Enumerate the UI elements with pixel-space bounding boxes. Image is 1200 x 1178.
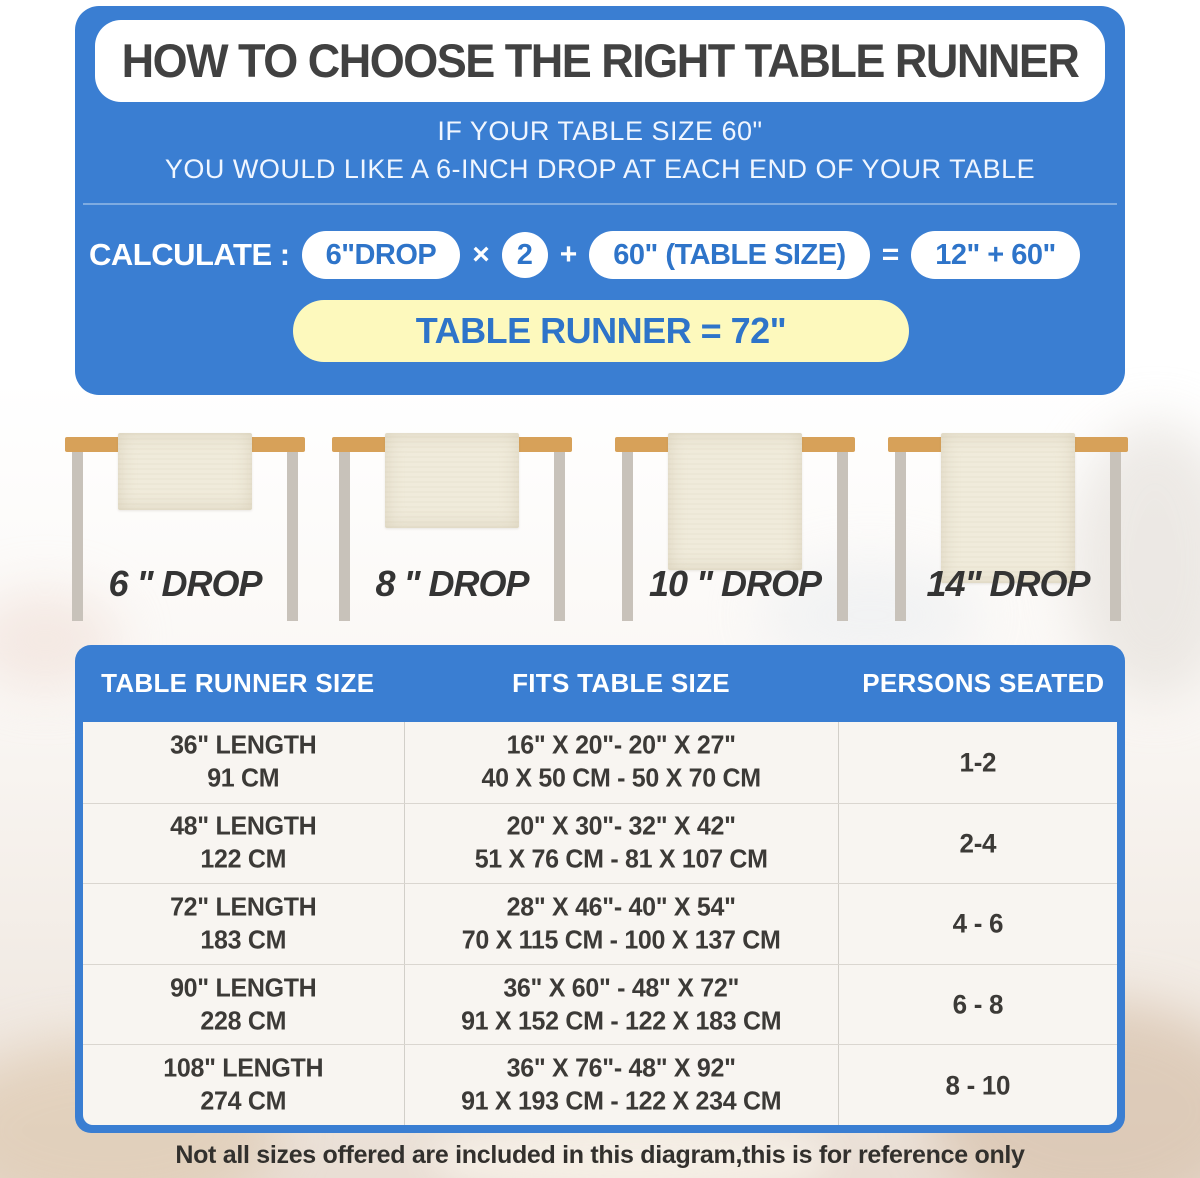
runner-size-cm: 122 CM (200, 844, 287, 874)
fits-size-cell (404, 722, 838, 803)
runner-size-cm: 91 CM (207, 763, 280, 793)
persons-value: 4 - 6 (952, 907, 1004, 940)
runner-size-cm: 183 CM (200, 925, 287, 955)
footer-disclaimer: Not all sizes offered are included in this diagram,this is for reference only (175, 1141, 1025, 1169)
column-header-runner-size: TABLE RUNNER SIZE (101, 668, 375, 698)
drop-label: 10 " DROP (648, 563, 822, 604)
size-chart-panel (75, 645, 1125, 1133)
table-row (83, 1044, 1117, 1125)
instruction-panel (75, 6, 1125, 395)
drop-value-pill: 6"DROP (302, 231, 461, 279)
result-text: TABLE RUNNER = 72" (415, 310, 787, 351)
runner-size-cm: 228 CM (200, 1006, 287, 1036)
table-row (83, 964, 1117, 1045)
runner-size-cell (83, 965, 404, 1045)
persons-value: 8 - 10 (945, 1069, 1011, 1101)
fits-size-cell (404, 804, 838, 884)
sum-pill: 12" + 60" (911, 231, 1080, 279)
persons-cell (838, 965, 1117, 1045)
fits-size-inches: 20" X 30"- 32" X 42" (506, 811, 736, 841)
multiplier-badge: 2 (502, 232, 548, 278)
fits-size-cm: 40 X 50 CM - 50 X 70 CM (481, 763, 761, 793)
persons-cell (838, 804, 1117, 884)
runner-size-cell (83, 1045, 404, 1125)
title-banner (95, 20, 1105, 102)
runner-size-cell (83, 884, 404, 964)
size-chart-body (83, 722, 1117, 1125)
table-row (83, 722, 1117, 803)
table-figure-14-drop (888, 395, 1128, 645)
subtitle-line-2: YOU WOULD LIKE A 6-INCH DROP AT EACH END OF YOUR TABLE (164, 154, 1036, 184)
persons-value: 6 - 8 (952, 988, 1004, 1020)
table-figure-6-drop (65, 395, 305, 645)
multiply-sign: × (472, 238, 490, 271)
fits-size-cm: 70 X 115 CM - 100 X 137 CM (461, 925, 781, 955)
table-row (83, 803, 1117, 884)
drop-illustrations (0, 395, 1200, 645)
table-runner-graphic (118, 433, 252, 510)
fits-size-cm: 91 X 152 CM - 122 X 183 CM (461, 1006, 782, 1036)
fits-size-cell (404, 884, 838, 964)
subtitle-line-1: IF YOUR TABLE SIZE 60" (437, 116, 763, 146)
fits-size-cm: 51 X 76 CM - 81 X 107 CM (474, 844, 768, 874)
table-size-pill: 60" (TABLE SIZE) (589, 231, 869, 279)
calculate-label: CALCULATE : (89, 237, 290, 272)
table-runner-graphic (385, 433, 519, 528)
runner-size-inches: 90" LENGTH (170, 973, 317, 1003)
size-chart-header (75, 645, 1125, 722)
persons-cell (838, 1045, 1117, 1125)
fits-size-inches: 36" X 60" - 48" X 72" (503, 973, 740, 1003)
drop-label: 6 " DROP (108, 563, 262, 604)
runner-size-inches: 108" LENGTH (163, 1053, 324, 1083)
runner-size-inches: 48" LENGTH (170, 811, 317, 841)
persons-value: 2-4 (959, 827, 997, 859)
runner-size-cell (83, 722, 404, 803)
drop-label: 14" DROP (926, 563, 1090, 604)
table-runner-graphic (668, 433, 802, 570)
fits-size-cell (404, 965, 838, 1045)
fits-size-inches: 28" X 46"- 40" X 54" (506, 892, 736, 922)
table-row (83, 883, 1117, 964)
page-title: HOW TO CHOOSE THE RIGHT TABLE RUNNER (121, 33, 1079, 88)
divider-line (83, 203, 1117, 205)
equals-sign: = (881, 238, 900, 271)
runner-size-inches: 36" LENGTH (170, 730, 317, 760)
calculation-row (89, 230, 1111, 280)
column-header-persons-seated: PERSONS SEATED (862, 668, 1105, 698)
plus-sign: + (559, 238, 578, 271)
runner-size-cell (83, 804, 404, 884)
fits-size-inches: 36" X 76"- 48" X 92" (506, 1053, 736, 1083)
runner-size-cm: 274 CM (200, 1086, 287, 1116)
result-pill (293, 300, 909, 362)
persons-cell (838, 722, 1117, 803)
fits-size-inches: 16" X 20"- 20" X 27" (506, 730, 736, 760)
column-header-fits-table-size: FITS TABLE SIZE (512, 668, 730, 698)
runner-size-inches: 72" LENGTH (170, 892, 317, 922)
fits-size-cell (404, 1045, 838, 1125)
table-figure-8-drop (332, 395, 572, 645)
persons-cell (838, 884, 1117, 964)
table-figure-10-drop (615, 395, 855, 645)
persons-value: 1-2 (959, 746, 997, 778)
fits-size-cm: 91 X 193 CM - 122 X 234 CM (461, 1086, 782, 1116)
drop-label: 8 " DROP (375, 563, 529, 604)
table-runner-graphic (941, 433, 1075, 583)
